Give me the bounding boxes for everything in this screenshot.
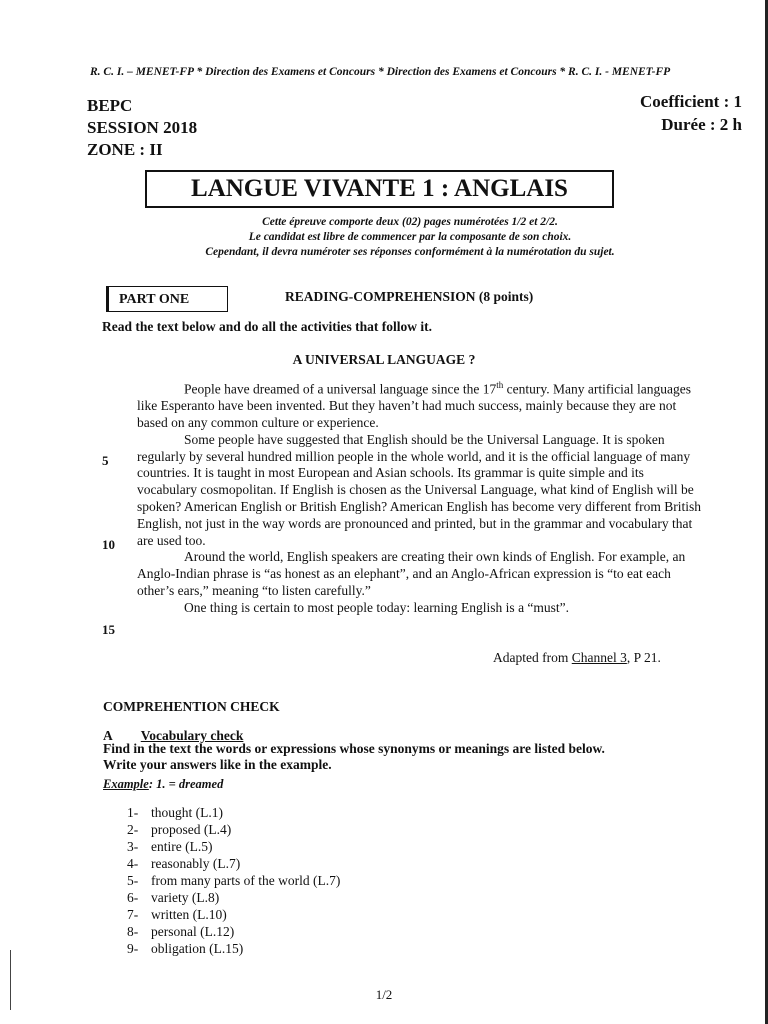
subject-title: LANGUE VIVANTE 1 : ANGLAIS — [145, 170, 614, 208]
example-line: Example: 1. = dreamed — [103, 777, 224, 791]
exam-info — [87, 95, 197, 161]
line-number: 10 — [102, 537, 115, 552]
paragraph-3: Around the world, English speakers are creating their own kinds of English. For example, an Anglo-Indian phrase is “as honest as an elephant”, and an Anglo-African expression is “to eat each other’s ears,” meaning “to listen carefully.” — [137, 549, 686, 599]
source-citation: Adapted from Channel 3, P 21. — [493, 650, 661, 665]
paragraph-2: Some people have suggested that English should be the Universal Language. It is spoken regularly by several hundred million people in the whole world, and it is the official language of many countries. It is taught in most European and Asian schools. Its grammar is quite simple and its vocabulary cosmopolitan. If English is chosen as the Universal Language, what kind of English will be spoken? American English or British English? American English has become very different from British English, not just in the way words are pronounced and printed, but in the grammar and vocabulary that are used too. — [137, 431, 702, 548]
vocabulary-list — [127, 804, 340, 957]
line-number: 15 — [102, 622, 115, 637]
ministry-header: R. C. I. – MENET-FP * Direction des Examens et Concours * Direction des Examens et Concours * R. C. I. - MENET-FP — [90, 66, 671, 78]
list-item: 8- personal (L.12) — [127, 924, 235, 939]
page-number: 1/2 — [375, 987, 393, 1002]
note-choice: Le candidat est libre de commencer par la composante de son choix. — [248, 231, 572, 243]
list-item: 6- variety (L.8) — [127, 890, 220, 905]
part-instruction: Read the text below and do all the activities that follow it. — [102, 319, 432, 334]
note-pages: Cette épreuve comporte deux (02) pages numérotées 1/2 et 2/2. — [262, 216, 558, 228]
list-item: 1- thought (L.1) — [127, 805, 223, 820]
list-item: 9- obligation (L.15) — [127, 941, 244, 956]
paragraph-4: One thing is certain to most people today: learning English is a “must”. — [184, 599, 570, 615]
list-item: 4- reasonably (L.7) — [127, 856, 241, 871]
note-numbering: Cependant, il devra numéroter ses réponses conformément à la numérotation du sujet. — [205, 246, 615, 258]
list-item: 3- entire (L.5) — [127, 839, 213, 854]
exam-meta — [640, 90, 742, 136]
exam-session: SESSION 2018 — [87, 118, 198, 137]
section-title: READING-COMPREHENSION (8 points) — [285, 289, 534, 304]
comprehension-heading: COMPREHENTION CHECK — [103, 699, 280, 714]
exam-zone: ZONE : II — [87, 140, 163, 159]
exam-duration: Durée : 2 h — [661, 115, 742, 134]
reading-passage — [137, 377, 705, 617]
exam-name: BEPC — [87, 96, 133, 115]
line-number: 5 — [102, 453, 109, 468]
vocabulary-instructions: Find in the text the words or expressions whose synonyms or meanings are listed below. Write your answers like in the example. — [103, 741, 605, 772]
list-item: 7- written (L.10) — [127, 907, 227, 922]
list-item: 2- proposed (L.4) — [127, 822, 232, 837]
paragraph-1: People have dreamed of a universal language since the 17th century. Many artificial languages like Esperanto have been invented. But they haven’t had much success, mainly because they are not based on any common culture or experience. — [137, 380, 691, 431]
passage-title: A UNIVERSAL LANGUAGE ? — [292, 352, 476, 367]
exam-coefficient: Coefficient : 1 — [640, 92, 742, 111]
part-label: PART ONE — [108, 286, 228, 312]
list-item: 5- from many parts of the world (L.7) — [127, 873, 341, 888]
section-a-heading: A Vocabulary check — [103, 728, 244, 743]
